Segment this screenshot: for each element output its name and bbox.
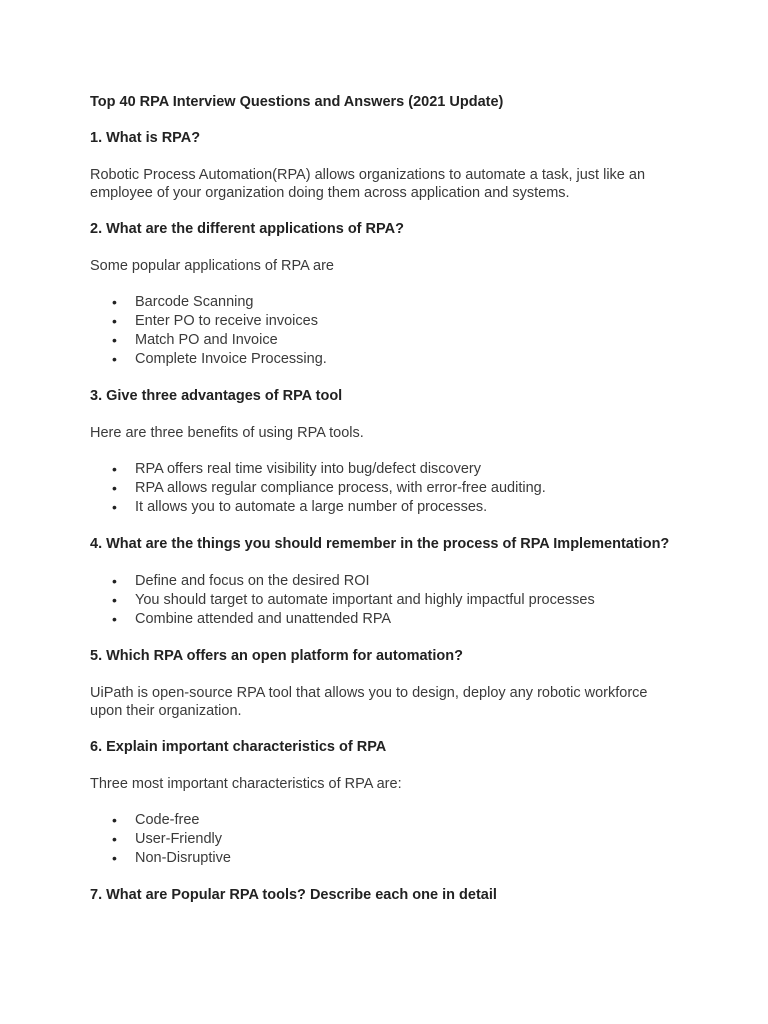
list-item: • RPA offers real time visibility into bug/defect discovery: [112, 461, 482, 477]
bullet-icon: •: [112, 313, 117, 329]
answer-2-intro: Some popular applications of RPA are: [90, 258, 334, 274]
bullet-icon: •: [112, 831, 117, 847]
bullet-icon: •: [112, 573, 117, 589]
bullet-icon: •: [112, 499, 117, 515]
question-1-heading: 1. What is RPA?: [90, 130, 201, 146]
question-7-heading: 7. What are Popular RPA tools? Describe each one in detail: [90, 887, 497, 903]
bullet-icon: •: [112, 294, 117, 310]
bullet-icon: •: [112, 592, 117, 608]
answer-6-list: [90, 811, 676, 868]
list-item: • Barcode Scanning: [112, 294, 254, 310]
document-page: [90, 93, 676, 923]
bullet-icon: •: [112, 611, 117, 627]
list-item: • Code-free: [112, 812, 200, 828]
answer-2-list: [90, 293, 676, 369]
answer-1-text: Robotic Process Automation(RPA) allows organizations to automate a task, just like an employee of your organization doing them across application and systems.: [90, 167, 646, 201]
list-item: • It allows you to automate a large number of processes.: [112, 499, 488, 515]
question-2-heading: 2. What are the different applications of RPA?: [90, 221, 404, 237]
answer-5-text: UiPath is open-source RPA tool that allows you to design, deploy any robotic workforce upon their organization.: [90, 685, 648, 719]
question-5-heading: 5. Which RPA offers an open platform for automation?: [90, 648, 463, 664]
bullet-icon: •: [112, 812, 117, 828]
list-item: • Define and focus on the desired ROI: [112, 573, 370, 589]
list-item: • Combine attended and unattended RPA: [112, 611, 392, 627]
list-item: • Match PO and Invoice: [112, 332, 278, 348]
answer-3-list: [90, 460, 676, 517]
answer-6-intro: Three most important characteristics of RPA are:: [90, 776, 402, 792]
bullet-icon: •: [112, 332, 117, 348]
question-3-heading: 3. Give three advantages of RPA tool: [90, 388, 343, 404]
bullet-icon: •: [112, 351, 117, 367]
answer-3-intro: Here are three benefits of using RPA tools.: [90, 425, 364, 441]
answer-4-list: [90, 572, 676, 629]
question-6-heading: 6. Explain important characteristics of RPA: [90, 739, 387, 755]
list-item: • Enter PO to receive invoices: [112, 313, 318, 329]
bullet-icon: •: [112, 461, 117, 477]
bullet-icon: •: [112, 480, 117, 496]
list-item: • Complete Invoice Processing.: [112, 351, 327, 367]
question-4-heading: 4. What are the things you should remember in the process of RPA Implementation?: [90, 536, 670, 552]
list-item: • User-Friendly: [112, 831, 223, 847]
list-item: • Non-Disruptive: [112, 850, 231, 866]
bullet-icon: •: [112, 850, 117, 866]
list-item: • You should target to automate important and highly impactful processes: [112, 592, 595, 608]
document-title: Top 40 RPA Interview Questions and Answers (2021 Update): [90, 94, 504, 110]
list-item: • RPA allows regular compliance process, with error-free auditing.: [112, 480, 546, 496]
